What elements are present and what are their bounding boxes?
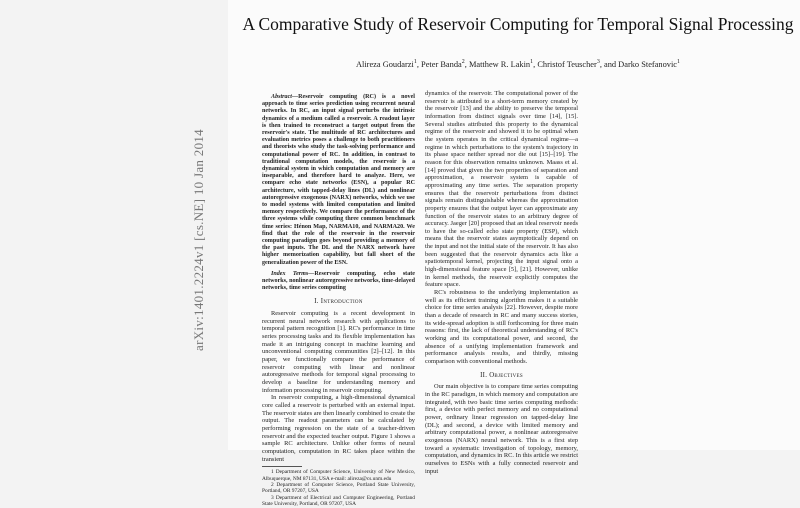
author-name: Matthew R. Lakin	[468, 59, 531, 69]
author-name: Alireza Goudarzi	[355, 59, 414, 69]
left-column	[262, 94, 415, 508]
footnote: 3 Department of Electrical and Computer Engineering, Portland State University, Portland, OR 97207, USA	[262, 494, 415, 508]
affiliation-mark: 1	[413, 59, 417, 65]
affiliation-mark: 2	[461, 59, 465, 65]
paper-title: A Comparative Study of Reservoir Computing for Temporal Signal Processing	[242, 14, 794, 34]
footnote-rule	[262, 466, 302, 467]
author-list: Alireza Goudarzi$^1$, Peter Banda$^2$, Matthew R. Lakin$^1$, Christof Teuscher$^3$, and Darko Stefanovic$^1$	[355, 59, 681, 69]
intro-paragraph-2: In reservoir computing, a high-dimensional dynamical core called a reservoir is perturbed with an external input. The reservoir states are then linearly combined to create the output. The readout parameters can be calculated by performing regression on the state of a teacher-driven reservoir and the expected teacher output. Figure 1 shows a sample RC architecture. Unlike other forms of neural computation, computation in RC takes place within the transient	[262, 394, 415, 463]
index-terms-label: Index Terms	[271, 270, 309, 277]
affiliation-mark: 1	[530, 59, 534, 65]
author-name: Peter Banda	[421, 59, 462, 69]
abstract-text: —Reservoir computing (RC) is a novel approach to time series prediction using recurrent neural networks. In RC, an input signal perturbs the intrinsic dynamics of a medium called a reservoir. A readout layer is then trained to reconstruct a target output from the reservoir's state. The multitude of RC architectures and evaluation metrics poses a challenge to both practitioners and theorists who study the task-solving performance and computational power of RC. In addition, in contrast to traditional computation models, the reservoir is a dynamical system in which computation and memory are inseparable, and therefore hard to analyze. Here, we compare echo state networks (ESN), a popular RC architecture, with tapped-delay lines (DL) and nonlinear autoregressive exogenous (NARX) networks, which we use to model systems with limited computation and limited memory respectively. We compare the performance of the three systems while computing three common benchmark time series: Hénon Map, NARMA10, and NARMA20. We find that the role of the reservoir in the reservoir computing paradigm goes beyond providing a memory of the past inputs. The DL and the NARX network have higher memorization capability, but fall short of the generalization power of the ESN.	[262, 94, 415, 266]
body-paragraph: RC's robustness to the underlying implementation as well as its efficient training algorithm makes it a suitable choice for time series analysis [22]. However, despite more than a decade of research in RC and many success stories, its wide-spread adoption is still forthcoming for three main reasons: first, the lack of theoretical understanding of RC's working and its computational power, and second, the absence of a unifying implementation framework and performance analysis results, and thirdly, missing comparison with conventional methods.	[425, 289, 578, 365]
affiliation-mark: 1	[677, 59, 681, 65]
intro-paragraph-1: Reservoir computing is a recent development in recurrent neural network research with applications to temporal pattern recognition [1]. RC's performance in time series processing tasks and its flexible implementation has made it an intriguing concept in machine learning and unconventional computing communities [2]–[12]. In this paper, we functionally compare the performance of reservoir computing with linear and nonlinear autoregressive methods for temporal signal processing to develop a baseline for understanding memory and information processing in reservoir computing.	[262, 310, 415, 394]
body-paragraph: Our main objective is to compare time series computing in the RC paradigm, in which memory and computation are integrated, with two basic time series computing methods: first, a device with perfect memory and no computational power, ordinary linear regression on tapped-delay line (DL); and second, a device with limited memory and arbitrary computational power, a nonlinear autoregressive exogenous (NARX) neural network. This is a first step toward a systematic investigation of topology, memory, computation, and dynamics in RC. In this article we restrict ourselves to ESNs with a fully connected reservoir and input	[425, 383, 578, 475]
arxiv-identifier: arXiv:1401.2224v1 [cs.NE] 10 Jan 2014	[191, 129, 206, 351]
body-paragraph: dynamics of the reservoir. The computational power of the reservoir is attributed to a short-term memory created by the reservoir [13] and the ability to preserve the temporal information from distinct signals over time [14], [15]. Several studies attributed this property to the dynamical regime of the reservoir and showed it to be optimal when the system operates in the critical dynamical regime—a regime in which perturbations to the system's trajectory in its phase space neither spread nor die out [15]–[19]. The reason for this observation remains unknown. Maass et al. [14] proved that given the two properties of separation and approximation, a reservoir system is capable of approximating any time series. The separation property ensures that the reservoir perturbations from distinct signals remain distinguishable whereas the approximation property ensures that the output layer can approximate any function of the reservoir states to an arbitrary degree of accuracy. Jaeger [20] proposed that an ideal reservoir needs to have the so-called echo state property (ESP), which means that the reservoir states asymptotically depend on the input and not the initial state of the reservoir. It has also been suggested that the reservoir dynamics acts like a spatiotemporal kernel, projecting the input signal onto a high-dimensional feature space [5], [21]. However, unlike in kernel methods, the reservoir explicitly computes the feature space.	[425, 90, 578, 289]
author-name: Christof Teuscher	[537, 59, 597, 69]
abstract	[262, 94, 415, 267]
abstract-label: Abstract	[271, 94, 292, 100]
index-terms-text: —Reservoir computing, echo state networks, nonlinear autoregressive networks, time-delayed networks, time series computing	[262, 270, 416, 292]
section-heading-introduction: I. Introduction	[314, 298, 363, 306]
section-heading-objectives: II. Objectives	[480, 371, 523, 379]
author-name: and Darko Stefanovic	[604, 59, 678, 69]
right-column	[425, 90, 578, 475]
affiliation-mark: 3	[596, 59, 600, 65]
footnote: 1 Department of Computer Science, University of New Mexico, Albuquerque, NM 87131, USA e-mail: alireza@cs.unm.edu	[262, 469, 415, 482]
footnote: 2 Department of Computer Science, Portland State University, Portland, OR 97207, USA	[262, 482, 415, 495]
index-terms	[262, 271, 415, 293]
